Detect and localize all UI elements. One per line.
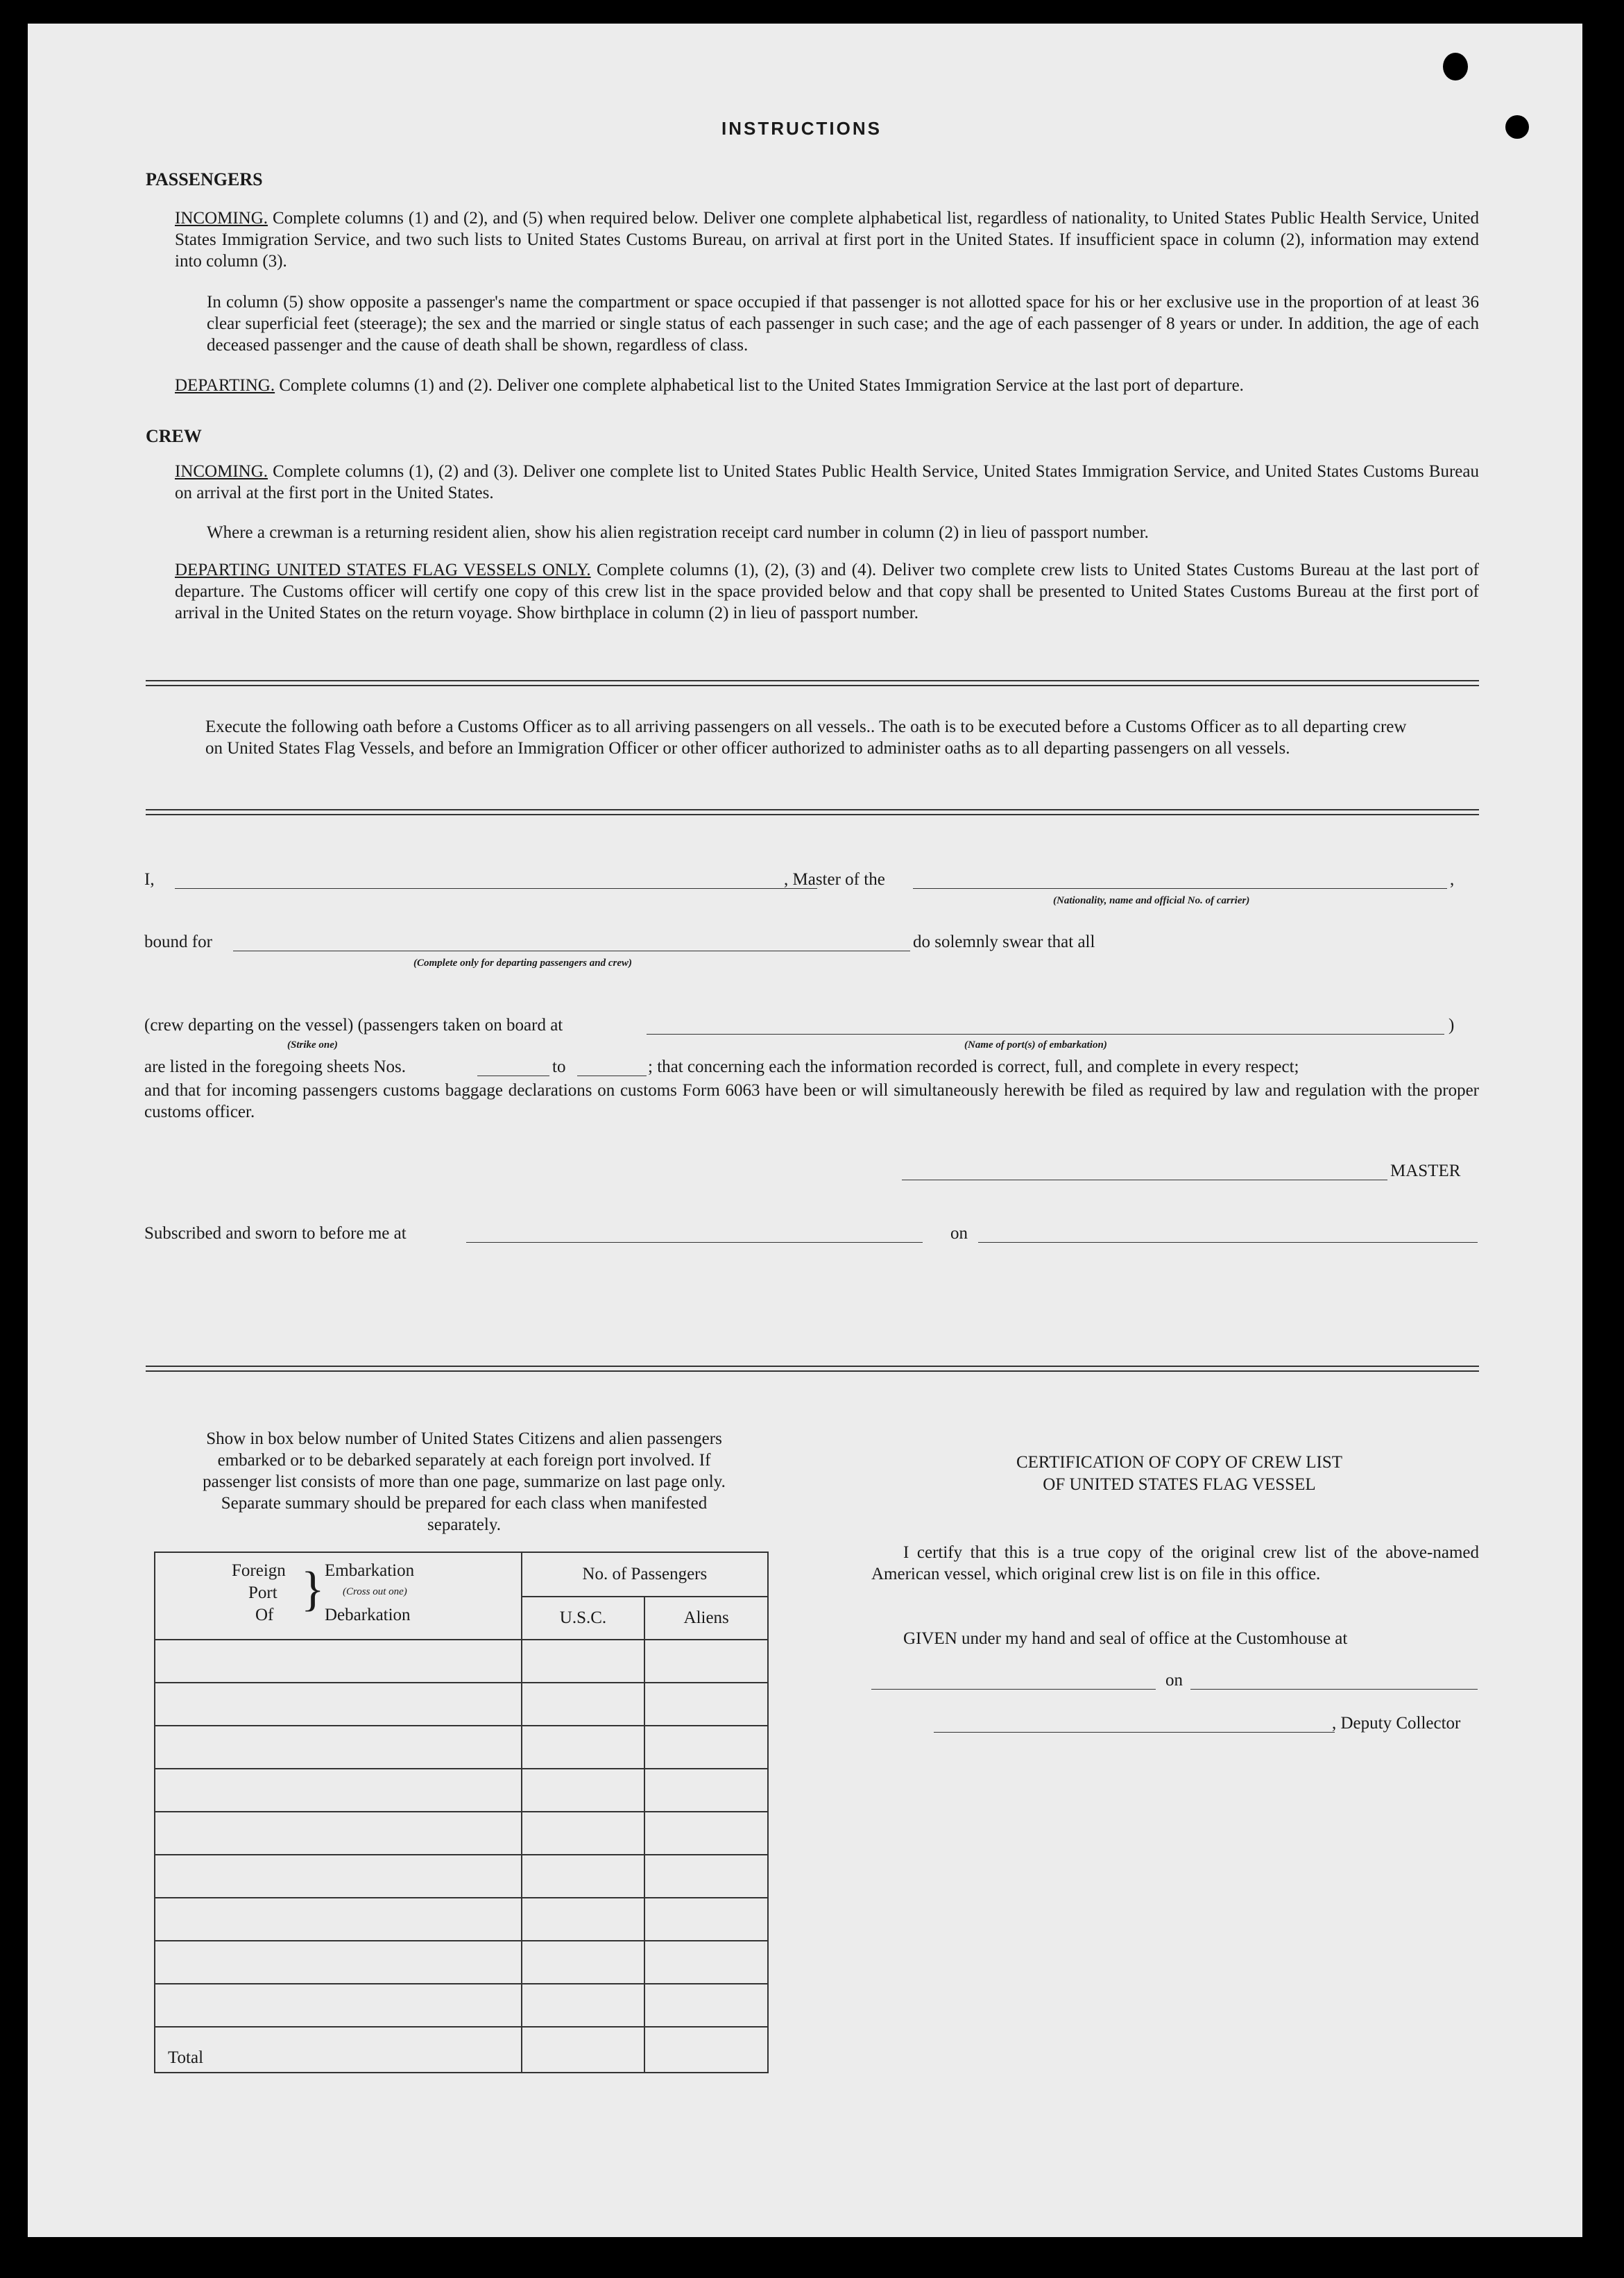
divider-rule bbox=[146, 680, 1479, 681]
total-row bbox=[155, 2027, 768, 2073]
passengers-departing-paragraph bbox=[175, 375, 1479, 396]
bound-for-label: bound for bbox=[144, 933, 212, 951]
given-on-label: on bbox=[1165, 1671, 1183, 1690]
oath-instructions: Execute the following oath before a Customs Officer as to all arriving passengers on all vessels.. The oath is to be executed before a Customs Officer as to all departing crew on United States Flag Vessels, and before an Immigration Officer or other officer authorized to administer oaths as to all departing passengers on all vessels. bbox=[205, 717, 1407, 758]
divider-rule bbox=[146, 809, 1479, 810]
punch-hole-mark bbox=[1505, 115, 1529, 139]
passengers-heading: PASSENGERS bbox=[146, 169, 263, 189]
customhouse-place-line[interactable] bbox=[871, 1689, 1156, 1690]
divider-rule bbox=[146, 1370, 1479, 1372]
summary-instructions: Show in box below number of United States Citizens and alien passengers embarked or to be debarked separately at each foreign port involved. If passenger list consists of more than one page, summarize on last page only. Separate summary should be prepared for each class when manifested separately. bbox=[203, 1429, 726, 1534]
crew-departing-text: Complete columns (1), (2), (3) and (4). Deliver two complete crew lists to United States Customs Bureau at the last port of departure. The Customs officer will certify one copy of this crew list in the space provided below and that copy shall be presented to United States Customs Bureau at the first port of arrival in the United States on the return voyage. Show birthplace in column (2) in lieu of passport number. bbox=[175, 561, 1479, 622]
no-passengers-header: No. of Passengers bbox=[522, 1552, 768, 1597]
master-label: MASTER bbox=[1390, 1162, 1461, 1180]
crew-incoming-text: Complete columns (1), (2) and (3). Deliver one complete list to United States Public Health Service, United States Immigration Service, and United States Customs Bureau on arrival at the first port in the United States. bbox=[175, 462, 1479, 502]
deputy-signature-line[interactable] bbox=[934, 1732, 1335, 1733]
embarkation-label: Embarkation bbox=[325, 1561, 415, 1580]
crew-incoming-paragraph bbox=[175, 461, 1479, 504]
document-sheet: INSTRUCTIONS PASSENGERS INCOMING. Complete columns (1) and (2), and (5) when required below. Deliver one complete alphabetical list, regardless of nationality, to United States Public Health Service, United States Immigration Service, and two such lists to United States Customs Bureau, on arrival at first port in the United States. If insufficient space in column (2), information may extend into column (3). In column (5) show opposite a passenger's name the compartment or space occupied if that passenger is not allotted space for his or her exclusive use in the proportion of at least 36 clear superficial feet (steerage); the sex and the married or single status of each passenger in such case; and the age of each passenger of 8 years or under. In addition, the age of each deceased passenger and the cause of death shall be shown, regardless of class. DEPARTING. Complete columns (1) and (2). Deliver one complete alphabetical list to the United States Immigration Service at the last port of departure. CREW INCOMING. Complete columns (1), (2) and (3). Deliver one complete list to United States Public Health Service, United States Immigration Service, and United States Customs Bureau on arrival at the first port in the United States. Where a crewman is a returning resident alien, show his alien registration receipt card number in column (2) in lieu of passport number. DEPARTING UNITED STATES FLAG VESSELS ONLY. Complete columns (1), (2), (3) and (4). Deliver two complete crew lists to United States Customs Bureau at the last port of departure. The Customs officer will certify one copy of this crew list in the space provided below and that copy shall be presented to United States Customs Bureau at the first port of arrival in the United States on the return voyage. Show birthplace in column (2) in lieu of passport number. Execute the following oath before a Customs Officer as to all arriving passengers on all vessels.. The oath is to be executed before a Customs Officer as to all departing crew on United States Flag Vessels, and before an Immigration Officer or other officer authorized to administer oaths as to all departing passengers on all vessels. I, , Master of the , (Nationality, name and official No. of carrier) bound for do solemnly swear that all (Complete only for departing passengers and crew) (crew departing on the vessel) (passengers taken on board at ) (Strike one) (Name of port(s) of embarkation) are listed in the foregoing sheets Nos. to ; that concerning each the information recorded is correct, full, and complete in every respect; and that for incoming passengers customs baggage declarations on customs Form 6063 have been or will simultaneously herewith be filed as required by law and regulation with the proper customs officer. MASTER Subscribed and sworn to before me at on Show in box below number of United States Citizens and alien passengers embarked or to be debarked separately at each foreign port involved. If passenger list consists of more than one page, summarize on last page only. Separate summary should be prepared for each class when manifested separately. Foreign Port Of } Embarkation (Cross out one) Debarkation No. of Passengers U.S.C. Aliens Total CERTIFICATION OF COPY OF CREW LIST OF UNITED STATES FLAG VESSEL I certify that this is a true copy of the original crew list of the above-named American vessel, which original crew list is on file in this office. GIVEN under my hand and seal of office at the Customhouse at on , Deputy Collector bbox=[28, 24, 1582, 2237]
brace-icon: } bbox=[301, 1563, 325, 1616]
strike-one-note: (Strike one) bbox=[287, 1039, 338, 1051]
listed-label: are listed in the foregoing sheets Nos. bbox=[144, 1057, 406, 1076]
divider-rule bbox=[146, 1366, 1479, 1367]
crew-incoming-label: INCOMING. bbox=[175, 462, 268, 481]
debarkation-label: Debarkation bbox=[325, 1606, 411, 1624]
crew-heading: CREW bbox=[146, 426, 202, 446]
crew-resident-paragraph: Where a crewman is a returning resident alien, show his alien registration receipt card number in column (2) in lieu of passport number. bbox=[207, 523, 1149, 542]
passenger-summary-table bbox=[154, 1552, 769, 2073]
table-row bbox=[155, 1898, 768, 1941]
divider-rule bbox=[146, 814, 1479, 815]
table-row bbox=[155, 1769, 768, 1812]
divider-rule bbox=[146, 685, 1479, 686]
deputy-collector-label: , Deputy Collector bbox=[1332, 1714, 1461, 1733]
swear-label: do solemnly swear that all bbox=[913, 933, 1095, 951]
to-label: to bbox=[552, 1057, 566, 1076]
aliens-header: Aliens bbox=[644, 1597, 768, 1640]
passengers-departing-text: Complete columns (1) and (2). Deliver one complete alphabetical list to the United States Immigration Service at the last port of departure. bbox=[279, 376, 1244, 395]
subscribed-place-line[interactable] bbox=[466, 1242, 923, 1243]
given-text: GIVEN under my hand and seal of office at the Customhouse at bbox=[903, 1629, 1348, 1648]
crew-departing-paragraph bbox=[175, 559, 1479, 624]
subscribed-on-label: on bbox=[950, 1224, 968, 1243]
crew-passengers-label: (crew departing on the vessel) (passengers taken on board at bbox=[144, 1016, 563, 1035]
given-date-line[interactable] bbox=[1190, 1689, 1478, 1690]
ports-note: (Name of port(s) of embarkation) bbox=[964, 1039, 1107, 1051]
port-header-cell bbox=[155, 1552, 522, 1640]
certification-title-line2: OF UNITED STATES FLAG VESSEL bbox=[1043, 1475, 1316, 1494]
crew-departing-label: DEPARTING UNITED STATES FLAG VESSELS ONLY. bbox=[175, 561, 591, 579]
instructions-title: INSTRUCTIONS bbox=[721, 118, 882, 139]
complete-only-note: (Complete only for departing passengers and crew) bbox=[413, 958, 632, 969]
table-row bbox=[155, 1683, 768, 1726]
close-paren: ) bbox=[1448, 1016, 1455, 1035]
subscribed-date-line[interactable] bbox=[978, 1242, 1478, 1243]
certification-title-line1: CERTIFICATION OF COPY OF CREW LIST bbox=[1016, 1453, 1343, 1472]
subscribed-label: Subscribed and sworn to before me at bbox=[144, 1224, 407, 1243]
master-name-line[interactable] bbox=[175, 888, 817, 889]
passengers-incoming-text: Complete columns (1) and (2), and (5) when required below. Deliver one complete alphabetical list, regardless of nationality, to United States Public Health Service, United States Immigration Service, and two such lists to United States Customs Bureau, on arrival at first port in the United States. If insufficient space in column (2), information may extend into column (3). bbox=[175, 209, 1480, 271]
passengers-incoming-label: INCOMING. bbox=[175, 209, 268, 228]
table-row bbox=[155, 1984, 768, 2027]
punch-hole-mark bbox=[1443, 53, 1468, 80]
usc-header: U.S.C. bbox=[522, 1597, 645, 1640]
nationality-note: (Nationality, name and official No. of carrier) bbox=[1053, 895, 1250, 906]
foreign-label: Foreign bbox=[232, 1561, 286, 1580]
listed-rest: ; that concerning each the information recorded is correct, full, and complete in every respect; bbox=[648, 1057, 1299, 1076]
of-label: Of bbox=[255, 1606, 274, 1624]
port-label: Port bbox=[248, 1583, 277, 1602]
embarkation-ports-line[interactable] bbox=[647, 1034, 1444, 1035]
passengers-incoming-paragraph bbox=[175, 207, 1479, 272]
table-row bbox=[155, 1941, 768, 1984]
carrier-line[interactable] bbox=[913, 888, 1447, 889]
total-label: Total bbox=[155, 2027, 522, 2073]
cross-out-note: (Cross out one) bbox=[343, 1586, 407, 1597]
master-of-label: , Master of the bbox=[784, 870, 885, 889]
table-row bbox=[155, 1812, 768, 1855]
oath-i-label: I, bbox=[144, 870, 155, 889]
table-row bbox=[155, 1855, 768, 1898]
passengers-column5-paragraph: In column (5) show opposite a passenger's name the compartment or space occupied if that passenger is not allotted space for his or her exclusive use in the proportion of at least 36 clear superficial feet (steerage); the sex and the married or single status of each passenger in such case; and the age of each passenger of 8 years or under. In addition, the age of each deceased passenger and the cause of death shall be shown, regardless of class. bbox=[207, 293, 1479, 355]
certify-text: I certify that this is a true copy of the original crew list of the above-named American vessel, which original crew list is on file in this office. bbox=[871, 1543, 1479, 1583]
baggage-text: and that for incoming passengers customs baggage declarations on customs Form 6063 have been or will simultaneously herewith be filed as required by law and regulation with the proper customs officer. bbox=[144, 1081, 1479, 1121]
passengers-departing-label: DEPARTING. bbox=[175, 376, 275, 395]
table-row bbox=[155, 1640, 768, 1683]
table-row bbox=[155, 1726, 768, 1769]
